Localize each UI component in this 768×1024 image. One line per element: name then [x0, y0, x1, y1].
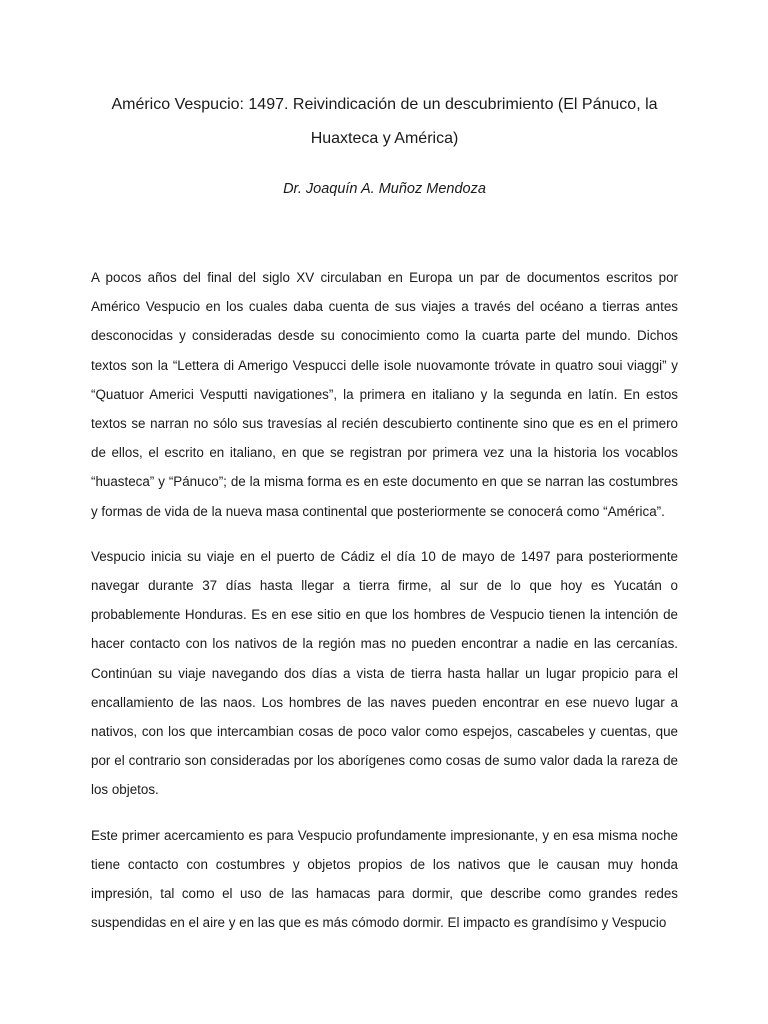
paragraph-3: Este primer acercamiento es para Vespucio profundamente impresionante, y en esa misma noche tiene contacto con costumbres y objetos propios de los nativos que le causan muy honda impresión, tal como el uso de las hamacas para dormir, que describe como grandes redes suspendidas en el aire y en las que es más cómodo dormir. El impacto es grandísimo y Vespucio	[91, 827, 678, 931]
document-author: Dr. Joaquín A. Muñoz Mendoza	[283, 181, 486, 197]
document-title: Américo Vespucio: 1497. Reivindicación de un descubrimiento (El Pánuco, la Huaxteca y América)	[111, 96, 658, 147]
document-body	[91, 263, 678, 937]
document-page	[0, 88, 768, 1024]
paragraph-1: A pocos años del final del siglo XV circulaban en Europa un par de documentos escritos por Américo Vespucio en los cuales daba cuenta de sus viajes a través del océano a tierras antes desconocidas y consideradas desde su conocimiento como la cuarta parte del mundo. Dichos textos son la “Lettera di Amerigo Vespucci delle isole nuovamonte tróvate in quatro soui viaggi” y “Quatuor Americi Vesputti navigationes”, la primera en italiano y la segunda en latín. En estos textos se narran no sólo sus travesías al recién descubierto continente sino que es en el primero de ellos, el escrito en italiano, en que se registran por primera vez una la historia los vocablos “huasteca” y “Pánuco”; de la misma forma es en este documento en que se narran las costumbres y formas de vida de la nueva masa continental que posteriormente se conocerá como “América”.	[91, 270, 678, 519]
paragraph-2: Vespucio inicia su viaje en el puerto de Cádiz el día 10 de mayo de 1497 para posteriormente navegar durante 37 días hasta llegar a tierra firme, al sur de lo que hoy es Yucatán o probablemente Honduras. Es en ese sitio en que los hombres de Vespucio tienen la intención de hacer contacto con los nativos de la región mas no pueden encontrar a nadie en las cercanías. Continúan su viaje navegando dos días a vista de tierra hasta hallar un lugar propicio para el encallamiento de las naos. Los hombres de las naves pueden encontrar en ese nuevo lugar a nativos, con los que intercambian cosas de poco valor como espejos, cascabeles y cuentas, que por el contrario son consideradas por los aborígenes como cosas de sumo valor dada la rareza de los objetos.	[91, 548, 678, 798]
